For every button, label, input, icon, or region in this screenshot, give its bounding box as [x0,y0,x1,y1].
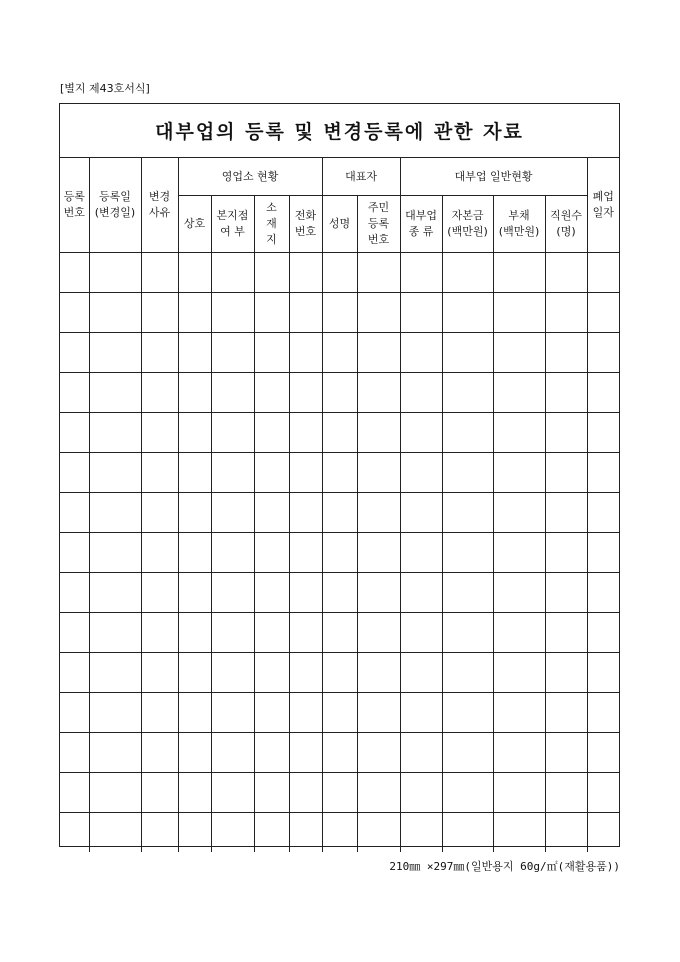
table-cell[interactable] [89,413,141,453]
table-cell[interactable] [357,733,400,773]
table-cell[interactable] [254,253,289,293]
table-cell[interactable] [60,773,89,813]
table-cell[interactable] [178,493,211,533]
table-row [60,453,619,493]
table-cell[interactable] [254,293,289,333]
table-cell[interactable] [60,293,89,333]
table-cell[interactable] [211,733,254,773]
table-cell[interactable] [587,813,619,853]
table-cell[interactable] [400,693,442,733]
table-cell[interactable] [357,573,400,613]
table-cell[interactable] [289,413,322,453]
table-cell[interactable] [289,373,322,413]
table-cell[interactable] [289,293,322,333]
table-cell[interactable] [545,533,587,573]
table-cell[interactable] [400,453,442,493]
table-cell[interactable] [400,413,442,453]
table-row [60,293,619,333]
table-cell[interactable] [254,613,289,653]
table-cell[interactable] [141,453,178,493]
table-cell[interactable] [545,453,587,493]
table-cell[interactable] [289,253,322,293]
table-cell[interactable] [587,733,619,773]
table-cell[interactable] [400,533,442,573]
table-cell[interactable] [141,733,178,773]
table-cell[interactable] [587,373,619,413]
table-row [60,773,619,813]
table-cell[interactable] [322,493,357,533]
table-cell[interactable] [178,453,211,493]
table-cell[interactable] [493,733,545,773]
table-cell[interactable] [89,533,141,573]
header-change-reason: 변경 사유 [141,158,178,253]
table-cell[interactable] [545,373,587,413]
table-cell[interactable] [493,253,545,293]
table-cell[interactable] [493,773,545,813]
table-cell[interactable] [178,613,211,653]
table-cell[interactable] [211,573,254,613]
header-rep-name: 성명 [322,196,357,253]
header-head-office: 본지점 여 부 [211,196,254,253]
table-cell[interactable] [493,293,545,333]
table-cell[interactable] [289,733,322,773]
table-cell[interactable] [60,533,89,573]
table-cell[interactable] [587,453,619,493]
table-cell[interactable] [289,573,322,613]
table-cell[interactable] [254,773,289,813]
table-cell[interactable] [178,653,211,693]
table-cell[interactable] [322,533,357,573]
table-cell[interactable] [89,453,141,493]
table-cell[interactable] [89,693,141,733]
header-location: 소 재 지 [254,196,289,253]
table-cell[interactable] [254,653,289,693]
header-capital: 자본금 (백만원) [442,196,493,253]
table-cell[interactable] [211,773,254,813]
table-cell[interactable] [141,693,178,733]
table-cell[interactable] [89,493,141,533]
table-cell[interactable] [322,413,357,453]
title-box [60,104,619,158]
table-cell[interactable] [587,573,619,613]
table-cell[interactable] [211,613,254,653]
table-cell[interactable] [442,293,493,333]
table-cell[interactable] [587,533,619,573]
table-cell[interactable] [60,613,89,653]
table-cell[interactable] [178,533,211,573]
table-cell[interactable] [357,373,400,413]
table-cell[interactable] [442,773,493,813]
table-cell[interactable] [60,493,89,533]
table-cell[interactable] [357,653,400,693]
header-office-status: 영업소 현황 [178,158,322,196]
header-debt: 부채 (백만원) [493,196,545,253]
table-cell[interactable] [587,253,619,293]
table-cell[interactable] [400,613,442,653]
table-cell[interactable] [60,253,89,293]
table-cell[interactable] [400,773,442,813]
table-cell[interactable] [442,613,493,653]
table-cell[interactable] [60,653,89,693]
table-cell[interactable] [322,293,357,333]
table-cell[interactable] [442,533,493,573]
table-cell[interactable] [141,573,178,613]
table-cell[interactable] [493,413,545,453]
table-row [60,253,619,293]
header-reg-no: 등록 번호 [60,158,89,253]
table-cell[interactable] [178,373,211,413]
table-cell[interactable] [545,613,587,653]
table-cell[interactable] [178,573,211,613]
table-cell[interactable] [254,813,289,853]
table-cell[interactable] [289,813,322,853]
table-cell[interactable] [493,373,545,413]
table-cell[interactable] [357,493,400,533]
table-cell[interactable] [587,493,619,533]
table-cell[interactable] [289,493,322,533]
table-cell[interactable] [254,373,289,413]
table-cell[interactable] [60,813,89,853]
table-cell[interactable] [400,253,442,293]
table-cell[interactable] [545,693,587,733]
table-cell[interactable] [493,813,545,853]
table-cell[interactable] [89,733,141,773]
table-cell[interactable] [322,373,357,413]
table-cell[interactable] [60,333,89,373]
table-cell[interactable] [545,773,587,813]
table-cell[interactable] [141,533,178,573]
table-cell[interactable] [442,453,493,493]
table-row [60,413,619,453]
table-cell[interactable] [289,613,322,653]
table-cell[interactable] [254,533,289,573]
table-cell[interactable] [357,693,400,733]
header-trade-name: 상호 [178,196,211,253]
registration-table [60,158,619,852]
table-cell[interactable] [141,333,178,373]
table-cell[interactable] [357,253,400,293]
table-cell[interactable] [493,333,545,373]
table-cell[interactable] [254,453,289,493]
table-cell[interactable] [211,413,254,453]
table-cell[interactable] [322,573,357,613]
table-cell[interactable] [400,573,442,613]
table-cell[interactable] [254,333,289,373]
table-cell[interactable] [545,733,587,773]
table-cell[interactable] [254,573,289,613]
header-employees: 직원수 (명) [545,196,587,253]
table-row [60,813,619,853]
table-cell[interactable] [89,293,141,333]
header-reg-date: 등록일 (변경일) [89,158,141,253]
table-cell[interactable] [545,653,587,693]
table-cell[interactable] [442,653,493,693]
table-cell[interactable] [357,333,400,373]
table-cell[interactable] [357,773,400,813]
table-cell[interactable] [254,693,289,733]
table-cell[interactable] [357,813,400,853]
table-cell[interactable] [60,733,89,773]
table-cell[interactable] [178,413,211,453]
table-cell[interactable] [89,773,141,813]
table-cell[interactable] [89,333,141,373]
table-cell[interactable] [587,333,619,373]
table-cell[interactable] [442,813,493,853]
header-business-type: 대부업 종 류 [400,196,442,253]
table-cell[interactable] [60,453,89,493]
table-row [60,733,619,773]
table-cell[interactable] [178,813,211,853]
table-cell[interactable] [545,253,587,293]
table-cell[interactable] [289,333,322,373]
table-cell[interactable] [211,533,254,573]
table-cell[interactable] [60,693,89,733]
table-cell[interactable] [211,453,254,493]
table-cell[interactable] [289,453,322,493]
table-cell[interactable] [289,693,322,733]
table-cell[interactable] [89,613,141,653]
table-cell[interactable] [178,693,211,733]
table-cell[interactable] [322,813,357,853]
table-cell[interactable] [211,693,254,733]
table-cell[interactable] [322,613,357,653]
table-cell[interactable] [211,333,254,373]
table-cell[interactable] [357,453,400,493]
table-cell[interactable] [211,493,254,533]
table-cell[interactable] [400,813,442,853]
header-representative: 대표자 [322,158,400,196]
table-cell[interactable] [442,733,493,773]
table-cell[interactable] [178,293,211,333]
table-cell[interactable] [211,373,254,413]
table-cell[interactable] [357,533,400,573]
table-cell[interactable] [89,653,141,693]
table-cell[interactable] [400,653,442,693]
table-cell[interactable] [141,493,178,533]
table-cell[interactable] [493,453,545,493]
table-cell[interactable] [60,413,89,453]
table-cell[interactable] [211,813,254,853]
table-cell[interactable] [493,613,545,653]
table-cell[interactable] [545,413,587,453]
table-cell[interactable] [587,293,619,333]
table-cell[interactable] [178,333,211,373]
form-number-label: [별지 제43호서식] [60,82,150,95]
table-cell[interactable] [141,253,178,293]
table-cell[interactable] [89,373,141,413]
table-cell[interactable] [254,413,289,453]
table-cell[interactable] [545,293,587,333]
table-cell[interactable] [400,333,442,373]
table-cell[interactable] [141,293,178,333]
table-cell[interactable] [357,293,400,333]
table-cell[interactable] [400,373,442,413]
table-row [60,533,619,573]
table-cell[interactable] [357,613,400,653]
table-row [60,573,619,613]
table-cell[interactable] [493,573,545,613]
table-cell[interactable] [442,333,493,373]
table-cell[interactable] [442,373,493,413]
table-cell[interactable] [587,693,619,733]
table-cell[interactable] [357,413,400,453]
table-cell[interactable] [211,293,254,333]
table-cell[interactable] [493,493,545,533]
table-cell[interactable] [141,613,178,653]
table-cell[interactable] [442,493,493,533]
table-cell[interactable] [178,733,211,773]
table-cell[interactable] [211,653,254,693]
table-cell[interactable] [587,773,619,813]
table-cell[interactable] [141,813,178,853]
table-row [60,493,619,533]
table-cell[interactable] [322,773,357,813]
table-cell[interactable] [587,613,619,653]
table-cell[interactable] [545,333,587,373]
table-row [60,693,619,733]
table-cell[interactable] [254,493,289,533]
table-cell[interactable] [89,573,141,613]
table-cell[interactable] [587,413,619,453]
table-cell[interactable] [400,733,442,773]
table-cell[interactable] [322,653,357,693]
table-cell[interactable] [289,773,322,813]
header-closure-date: 폐업 일자 [587,158,619,253]
table-row [60,653,619,693]
table-cell[interactable] [493,533,545,573]
table-cell[interactable] [442,253,493,293]
table-cell[interactable] [289,533,322,573]
form-title: 대부업의 등록 및 변경등록에 관한 자료 [155,121,524,143]
header-row-1 [60,158,619,196]
table-cell[interactable] [400,493,442,533]
table-cell[interactable] [178,773,211,813]
table-cell[interactable] [493,693,545,733]
table-cell[interactable] [545,493,587,533]
table-cell[interactable] [89,813,141,853]
table-cell[interactable] [493,653,545,693]
table-cell[interactable] [442,573,493,613]
table-cell[interactable] [60,373,89,413]
table-cell[interactable] [289,653,322,693]
table-cell[interactable] [587,653,619,693]
table-cell[interactable] [141,373,178,413]
header-phone: 전화 번호 [289,196,322,253]
table-cell[interactable] [178,253,211,293]
table-cell[interactable] [60,573,89,613]
table-cell[interactable] [322,733,357,773]
table-cell[interactable] [545,573,587,613]
table-row [60,373,619,413]
form-frame [59,103,620,847]
header-resident-no: 주민 등록 번호 [357,196,400,253]
table-row [60,333,619,373]
table-cell[interactable] [545,813,587,853]
table-cell[interactable] [141,773,178,813]
table-cell[interactable] [442,413,493,453]
table-cell[interactable] [141,413,178,453]
table-cell[interactable] [89,253,141,293]
header-general-status: 대부업 일반현황 [400,158,587,196]
table-cell[interactable] [322,693,357,733]
table-cell[interactable] [141,653,178,693]
table-cell[interactable] [400,293,442,333]
table-row [60,613,619,653]
table-cell[interactable] [442,693,493,733]
table-cell[interactable] [322,333,357,373]
table-cell[interactable] [211,253,254,293]
table-cell[interactable] [254,733,289,773]
table-cell[interactable] [322,453,357,493]
table-cell[interactable] [322,253,357,293]
paper-spec-footer: 210㎜ ×297㎜(일반용지 60g/㎡(재활용품)) [389,860,620,873]
